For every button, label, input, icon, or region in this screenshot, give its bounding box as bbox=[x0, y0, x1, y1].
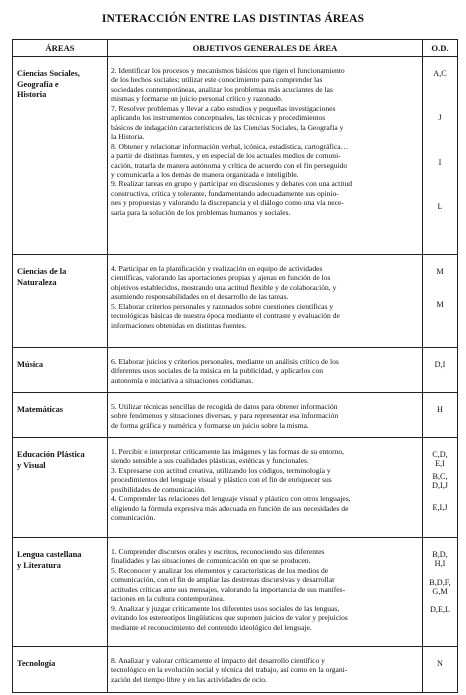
od-cell bbox=[423, 393, 458, 438]
objective-text: 5. Utilizar técnicas sencillas de recogida de datos para obtener información sobre fenómenos y situaciones diversas, y para representar esa información de forma gráfica y numérica y formarse un juicio sobre la misma. bbox=[111, 402, 339, 430]
objectives-cell bbox=[108, 348, 423, 393]
area-name: Matemáticas bbox=[13, 393, 108, 438]
objective-text: 4. Participar en la planificación y realización en equipo de actividades científicas, valorando las aportaciones propias y ajenas en función de los objetivos establecidos, mostrando una actitud flexible y de colaboración, y asumiendo responsabilidades en el desarrollo de las tareas. bbox=[111, 264, 337, 302]
objective-text: 5. Elaborar criterios personales y razonados sobre cuestiones científicas y tecnológicas básicas de nuestra época mediante el contraste y evaluación de informaciones obtenidas en distintas fuentes. bbox=[111, 301, 340, 330]
objectives-cell bbox=[108, 57, 423, 255]
area-name: Educación Plástica y Visual bbox=[13, 438, 108, 538]
objective-text: 9. Realizar tareas en grupo y participar en discusiones y debates con una actitud constructiva, crítica y tolerante, fundamentando adecuadamente sus opinio- nes y propuestas y valorando la discrepancia y el diálogo como una vía nece- saria para la solución de los problemas humanos y sociales. bbox=[111, 179, 352, 217]
od-code: J bbox=[438, 113, 442, 123]
od-code: A,C bbox=[433, 69, 447, 78]
objectives-cell bbox=[108, 538, 423, 647]
od-cell bbox=[423, 647, 458, 693]
od-code: B,C, D,I,J bbox=[432, 471, 448, 491]
objective-text: 9. Analizar y juzgar críticamente los diferentes usos sociales de las lenguas, evitando los estereotipos lingüísticos que suponen juicios de valor y prejuicios mediante el reconocimiento del contenido ideológico del lenguaje. bbox=[111, 603, 348, 632]
objective-text: 7. Resolver problemas y llevar a cabo estudios y pequeñas investigaciones aplicando los instrumentos conceptuales, las técnicas y procedimientos básicos de indagación característicos de las Ciencias Sociales, la Geografía y la Historia. bbox=[111, 103, 344, 142]
od-code: B,D, H,I bbox=[432, 550, 448, 569]
objective-text: 4. Comprender las relaciones del lenguaje visual y plástico con otros lenguajes, eligiendo la fórmula expresiva más adecuada en función de sus necesidades de comunicación. bbox=[111, 494, 351, 523]
page-title: INTERACCIÓN ENTRE LAS DISTINTAS ÁREAS bbox=[101, 13, 365, 25]
od-code: I bbox=[438, 157, 442, 167]
header-areas: ÁREAS bbox=[13, 40, 108, 57]
objective-text: 8. Obtener y relacionar información verbal, icónica, estadística, cartográfica… a partir de distintas fuentes, y en especial de los actuales medios de comuni- cación, tratarla de manera autónoma y crítica de acuerdo con el fin perseguido y comunicarla a los demás de manera organizada e inteligible. bbox=[111, 141, 349, 179]
table-row bbox=[13, 647, 458, 693]
area-name: Música bbox=[13, 348, 108, 393]
table-header-row bbox=[13, 40, 458, 57]
objectives-cell bbox=[108, 647, 423, 693]
areas-table bbox=[12, 39, 458, 693]
objective-text: 6. Elaborar juicios y criterios personales, mediante un análisis crítico de los diferentes usos sociales de la música en la publicidad, y aplicarlos con autonomía e iniciativa a situaciones cotidianas. bbox=[111, 357, 339, 385]
od-code: L bbox=[437, 202, 443, 212]
od-cell bbox=[423, 255, 458, 348]
table-row bbox=[13, 57, 458, 255]
objective-text: 8. Analizar y valorar críticamente el impacto del desarrollo científico y tecnológico en la evolución social y técnica del trabajo, así como en la organi- zación del tiempo libre y en las actividades de ocio. bbox=[111, 656, 348, 684]
header-od: O.D. bbox=[423, 40, 458, 57]
objectives-cell bbox=[108, 255, 423, 348]
objective-text: 5. Reconocer y analizar los elementos y características de los medios de comunicación, con el fin de ampliar las destrezas discursivas y desarrollar actitudes críticas ante sus mensajes, valorando la importancia de sus manifes- taciones en la cultura contemporánea. bbox=[111, 565, 346, 604]
objective-text: 2. Identificar los procesos y mecanismos básicos que rigen el funcionamiento de los hechos sociales; utilizar este conocimiento para comprender las sociedades contemporáneas, analizar los problemas más acuciantes de las mismas y formarse un juicio personal crítico y razonado. bbox=[111, 66, 345, 104]
objectives-cell bbox=[108, 438, 423, 538]
od-code: M bbox=[436, 267, 444, 276]
area-name: Ciencias de la Naturaleza bbox=[13, 255, 108, 348]
objective-text: 3. Expresarse con actitud creativa, utilizando los códigos, terminología y procedimientos del lenguaje visual y plástico con el fin de enriquecer sus posibilidades de comunicación. bbox=[111, 465, 332, 494]
area-name: Tecnología bbox=[13, 647, 108, 693]
od-code: M bbox=[436, 300, 444, 310]
od-code: D,I bbox=[434, 360, 446, 369]
table-row bbox=[13, 438, 458, 538]
od-cell bbox=[423, 538, 458, 647]
header-objectives: OBJETIVOS GENERALES DE ÁREA bbox=[108, 40, 423, 57]
od-code: E,I,J bbox=[432, 502, 448, 512]
objectives-cell bbox=[108, 393, 423, 438]
area-name: Lengua castellana y Literatura bbox=[13, 538, 108, 647]
table-row bbox=[13, 255, 458, 348]
table-row bbox=[13, 393, 458, 438]
od-cell bbox=[423, 348, 458, 393]
area-name: Ciencias Sociales, Geografía e Historia bbox=[13, 57, 108, 255]
table-row bbox=[13, 538, 458, 647]
table-row bbox=[13, 348, 458, 393]
od-code: D,E,L bbox=[429, 604, 450, 614]
od-code: C,D, E,I bbox=[432, 450, 448, 469]
objective-text: 1. Comprender discursos orales y escritos, reconociendo sus diferentes finalidades y las situaciones de comunicación en que se producen. bbox=[111, 547, 325, 566]
od-code: B,D,F, G,M bbox=[429, 577, 451, 597]
od-cell bbox=[423, 438, 458, 538]
od-code: N bbox=[437, 659, 443, 668]
od-code: H bbox=[437, 405, 443, 414]
od-cell bbox=[423, 57, 458, 255]
objective-text: 1. Percibir e interpretar críticamente las imágenes y las formas de su entorno, siendo sensible a sus cualidades plásticas, estéticas y funcionales. bbox=[111, 447, 345, 466]
